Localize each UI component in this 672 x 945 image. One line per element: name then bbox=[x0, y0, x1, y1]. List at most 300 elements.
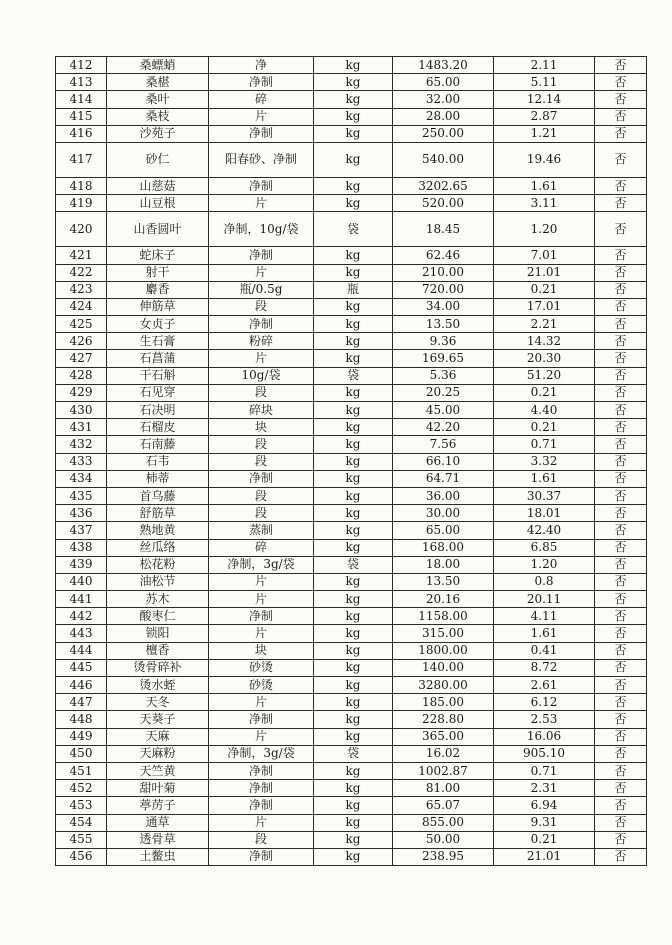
row-number-cell: 414 bbox=[56, 91, 107, 108]
herb-name-cell: 干石斛 bbox=[107, 367, 209, 384]
quantity-cell: 1158.00 bbox=[393, 608, 494, 625]
herb-name-cell: 石决明 bbox=[107, 402, 209, 419]
specification-cell: 净制，3g/袋 bbox=[209, 556, 314, 573]
specification-cell: 净制 bbox=[209, 316, 314, 333]
price-cell: 5.11 bbox=[494, 74, 595, 91]
price-cell: 21.01 bbox=[494, 264, 595, 281]
price-cell: 9.31 bbox=[494, 814, 595, 831]
herb-name-cell: 甜叶菊 bbox=[107, 780, 209, 797]
row-number-cell: 417 bbox=[56, 142, 107, 177]
price-cell: 2.61 bbox=[494, 677, 595, 694]
row-number-cell: 442 bbox=[56, 608, 107, 625]
herb-name-cell: 天麻粉 bbox=[107, 745, 209, 762]
quantity-cell: 81.00 bbox=[393, 780, 494, 797]
herb-name-cell: 蛇床子 bbox=[107, 247, 209, 264]
specification-cell: 瓶/0.5g bbox=[209, 281, 314, 298]
herb-name-cell: 土鳖虫 bbox=[107, 848, 209, 865]
row-number-cell: 456 bbox=[56, 848, 107, 865]
flag-cell: 否 bbox=[595, 247, 647, 264]
price-cell: 14.32 bbox=[494, 333, 595, 350]
quantity-cell: 210.00 bbox=[393, 264, 494, 281]
row-number-cell: 430 bbox=[56, 402, 107, 419]
price-cell: 17.01 bbox=[494, 298, 595, 315]
herb-name-cell: 首乌藤 bbox=[107, 487, 209, 504]
row-number-cell: 453 bbox=[56, 797, 107, 814]
herb-name-cell: 石南藤 bbox=[107, 436, 209, 453]
price-cell: 0.21 bbox=[494, 281, 595, 298]
unit-cell: kg bbox=[314, 831, 393, 848]
row-number-cell: 454 bbox=[56, 814, 107, 831]
table-row bbox=[56, 848, 647, 865]
herb-name-cell: 柿蒂 bbox=[107, 470, 209, 487]
table-row bbox=[56, 573, 647, 590]
table-row bbox=[56, 177, 647, 194]
flag-cell: 否 bbox=[595, 831, 647, 848]
unit-cell: 袋 bbox=[314, 556, 393, 573]
specification-cell: 片 bbox=[209, 573, 314, 590]
flag-cell: 否 bbox=[595, 142, 647, 177]
row-number-cell: 427 bbox=[56, 350, 107, 367]
unit-cell: kg bbox=[314, 316, 393, 333]
herb-name-cell: 烫骨碎补 bbox=[107, 659, 209, 676]
specification-cell: 净制 bbox=[209, 247, 314, 264]
row-number-cell: 447 bbox=[56, 694, 107, 711]
table-row bbox=[56, 125, 647, 142]
flag-cell: 否 bbox=[595, 333, 647, 350]
herb-name-cell: 山慈菇 bbox=[107, 177, 209, 194]
quantity-cell: 9.36 bbox=[393, 333, 494, 350]
price-cell: 1.61 bbox=[494, 625, 595, 642]
unit-cell: kg bbox=[314, 694, 393, 711]
flag-cell: 否 bbox=[595, 608, 647, 625]
price-cell: 1.21 bbox=[494, 125, 595, 142]
row-number-cell: 424 bbox=[56, 298, 107, 315]
flag-cell: 否 bbox=[595, 436, 647, 453]
quantity-cell: 169.65 bbox=[393, 350, 494, 367]
unit-cell: kg bbox=[314, 125, 393, 142]
specification-cell: 净制 bbox=[209, 125, 314, 142]
specification-cell: 净制 bbox=[209, 608, 314, 625]
unit-cell: kg bbox=[314, 780, 393, 797]
quantity-cell: 36.00 bbox=[393, 487, 494, 504]
table-row bbox=[56, 91, 647, 108]
row-number-cell: 445 bbox=[56, 659, 107, 676]
herb-name-cell: 舒筋草 bbox=[107, 505, 209, 522]
table-row bbox=[56, 57, 647, 74]
table-row bbox=[56, 212, 647, 247]
herb-name-cell: 熟地黄 bbox=[107, 522, 209, 539]
flag-cell: 否 bbox=[595, 212, 647, 247]
quantity-cell: 20.16 bbox=[393, 591, 494, 608]
herb-name-cell: 桑叶 bbox=[107, 91, 209, 108]
specification-cell: 净制 bbox=[209, 762, 314, 779]
price-cell: 4.40 bbox=[494, 402, 595, 419]
table-row bbox=[56, 762, 647, 779]
unit-cell: kg bbox=[314, 762, 393, 779]
price-cell: 6.85 bbox=[494, 539, 595, 556]
unit-cell: kg bbox=[314, 419, 393, 436]
herb-name-cell: 锁阳 bbox=[107, 625, 209, 642]
price-cell: 4.11 bbox=[494, 608, 595, 625]
flag-cell: 否 bbox=[595, 281, 647, 298]
price-cell: 3.11 bbox=[494, 195, 595, 212]
row-number-cell: 428 bbox=[56, 367, 107, 384]
unit-cell: 瓶 bbox=[314, 281, 393, 298]
price-cell: 2.11 bbox=[494, 57, 595, 74]
herb-name-cell: 石韦 bbox=[107, 453, 209, 470]
quantity-cell: 720.00 bbox=[393, 281, 494, 298]
quantity-cell: 18.45 bbox=[393, 212, 494, 247]
specification-cell: 片 bbox=[209, 350, 314, 367]
flag-cell: 否 bbox=[595, 539, 647, 556]
quantity-cell: 855.00 bbox=[393, 814, 494, 831]
row-number-cell: 444 bbox=[56, 642, 107, 659]
unit-cell: 袋 bbox=[314, 212, 393, 247]
price-cell: 30.37 bbox=[494, 487, 595, 504]
table-row bbox=[56, 728, 647, 745]
unit-cell: kg bbox=[314, 848, 393, 865]
unit-cell: kg bbox=[314, 142, 393, 177]
flag-cell: 否 bbox=[595, 505, 647, 522]
unit-cell: kg bbox=[314, 814, 393, 831]
specification-cell: 碎块 bbox=[209, 402, 314, 419]
quantity-cell: 65.00 bbox=[393, 74, 494, 91]
quantity-cell: 64.71 bbox=[393, 470, 494, 487]
table-row bbox=[56, 659, 647, 676]
herb-name-cell: 石榴皮 bbox=[107, 419, 209, 436]
table-row bbox=[56, 436, 647, 453]
table-row bbox=[56, 694, 647, 711]
row-number-cell: 421 bbox=[56, 247, 107, 264]
unit-cell: kg bbox=[314, 487, 393, 504]
flag-cell: 否 bbox=[595, 762, 647, 779]
flag-cell: 否 bbox=[595, 177, 647, 194]
flag-cell: 否 bbox=[595, 470, 647, 487]
unit-cell: kg bbox=[314, 573, 393, 590]
quantity-cell: 1800.00 bbox=[393, 642, 494, 659]
table-row bbox=[56, 814, 647, 831]
unit-cell: kg bbox=[314, 797, 393, 814]
row-number-cell: 415 bbox=[56, 108, 107, 125]
quantity-cell: 50.00 bbox=[393, 831, 494, 848]
unit-cell: kg bbox=[314, 505, 393, 522]
specification-cell: 净制 bbox=[209, 470, 314, 487]
table-row bbox=[56, 556, 647, 573]
herb-name-cell: 女贞子 bbox=[107, 316, 209, 333]
flag-cell: 否 bbox=[595, 453, 647, 470]
flag-cell: 否 bbox=[595, 125, 647, 142]
quantity-cell: 540.00 bbox=[393, 142, 494, 177]
price-cell: 0.71 bbox=[494, 762, 595, 779]
specification-cell: 片 bbox=[209, 728, 314, 745]
row-number-cell: 420 bbox=[56, 212, 107, 247]
herb-name-cell: 沙苑子 bbox=[107, 125, 209, 142]
price-cell: 0.21 bbox=[494, 419, 595, 436]
row-number-cell: 431 bbox=[56, 419, 107, 436]
specification-cell: 净制，3g/袋 bbox=[209, 745, 314, 762]
row-number-cell: 419 bbox=[56, 195, 107, 212]
unit-cell: kg bbox=[314, 642, 393, 659]
herb-name-cell: 生石膏 bbox=[107, 333, 209, 350]
flag-cell: 否 bbox=[595, 591, 647, 608]
price-cell: 21.01 bbox=[494, 848, 595, 865]
table-row bbox=[56, 402, 647, 419]
quantity-cell: 228.80 bbox=[393, 711, 494, 728]
table-row bbox=[56, 264, 647, 281]
price-cell: 1.61 bbox=[494, 470, 595, 487]
herb-name-cell: 天冬 bbox=[107, 694, 209, 711]
table-row bbox=[56, 316, 647, 333]
specification-cell: 段 bbox=[209, 298, 314, 315]
row-number-cell: 437 bbox=[56, 522, 107, 539]
price-cell: 0.41 bbox=[494, 642, 595, 659]
unit-cell: kg bbox=[314, 591, 393, 608]
table-row bbox=[56, 419, 647, 436]
specification-cell: 块 bbox=[209, 642, 314, 659]
quantity-cell: 1002.87 bbox=[393, 762, 494, 779]
specification-cell: 段 bbox=[209, 505, 314, 522]
specification-cell: 片 bbox=[209, 195, 314, 212]
quantity-cell: 34.00 bbox=[393, 298, 494, 315]
flag-cell: 否 bbox=[595, 298, 647, 315]
specification-cell: 净 bbox=[209, 57, 314, 74]
flag-cell: 否 bbox=[595, 642, 647, 659]
table-row bbox=[56, 74, 647, 91]
price-cell: 16.06 bbox=[494, 728, 595, 745]
table-row bbox=[56, 247, 647, 264]
quantity-cell: 5.36 bbox=[393, 367, 494, 384]
unit-cell: kg bbox=[314, 470, 393, 487]
price-cell: 0.21 bbox=[494, 384, 595, 401]
specification-cell: 段 bbox=[209, 453, 314, 470]
unit-cell: kg bbox=[314, 539, 393, 556]
specification-cell: 粉碎 bbox=[209, 333, 314, 350]
flag-cell: 否 bbox=[595, 848, 647, 865]
quantity-cell: 7.56 bbox=[393, 436, 494, 453]
row-number-cell: 418 bbox=[56, 177, 107, 194]
specification-cell: 碎 bbox=[209, 91, 314, 108]
herb-name-cell: 石见穿 bbox=[107, 384, 209, 401]
quantity-cell: 28.00 bbox=[393, 108, 494, 125]
row-number-cell: 423 bbox=[56, 281, 107, 298]
row-number-cell: 435 bbox=[56, 487, 107, 504]
row-number-cell: 448 bbox=[56, 711, 107, 728]
table-row bbox=[56, 745, 647, 762]
row-number-cell: 426 bbox=[56, 333, 107, 350]
flag-cell: 否 bbox=[595, 91, 647, 108]
price-cell: 3.32 bbox=[494, 453, 595, 470]
herb-name-cell: 射干 bbox=[107, 264, 209, 281]
specification-cell: 块 bbox=[209, 419, 314, 436]
quantity-cell: 20.25 bbox=[393, 384, 494, 401]
table-row bbox=[56, 608, 647, 625]
table-row bbox=[56, 453, 647, 470]
row-number-cell: 443 bbox=[56, 625, 107, 642]
table-row bbox=[56, 367, 647, 384]
table-row bbox=[56, 195, 647, 212]
specification-cell: 净制 bbox=[209, 711, 314, 728]
price-cell: 51.20 bbox=[494, 367, 595, 384]
unit-cell: kg bbox=[314, 608, 393, 625]
table-row bbox=[56, 281, 647, 298]
flag-cell: 否 bbox=[595, 264, 647, 281]
table-row bbox=[56, 142, 647, 177]
flag-cell: 否 bbox=[595, 780, 647, 797]
quantity-cell: 30.00 bbox=[393, 505, 494, 522]
row-number-cell: 422 bbox=[56, 264, 107, 281]
price-cell: 12.14 bbox=[494, 91, 595, 108]
unit-cell: kg bbox=[314, 74, 393, 91]
price-cell: 0.71 bbox=[494, 436, 595, 453]
specification-cell: 碎 bbox=[209, 539, 314, 556]
table-row bbox=[56, 797, 647, 814]
flag-cell: 否 bbox=[595, 384, 647, 401]
flag-cell: 否 bbox=[595, 419, 647, 436]
quantity-cell: 520.00 bbox=[393, 195, 494, 212]
row-number-cell: 440 bbox=[56, 573, 107, 590]
flag-cell: 否 bbox=[595, 573, 647, 590]
herb-name-cell: 麝香 bbox=[107, 281, 209, 298]
quantity-cell: 315.00 bbox=[393, 625, 494, 642]
flag-cell: 否 bbox=[595, 694, 647, 711]
flag-cell: 否 bbox=[595, 195, 647, 212]
herb-price-table bbox=[55, 56, 647, 866]
specification-cell: 净制，10g/袋 bbox=[209, 212, 314, 247]
flag-cell: 否 bbox=[595, 711, 647, 728]
herb-name-cell: 透骨草 bbox=[107, 831, 209, 848]
price-cell: 7.01 bbox=[494, 247, 595, 264]
row-number-cell: 441 bbox=[56, 591, 107, 608]
row-number-cell: 425 bbox=[56, 316, 107, 333]
unit-cell: kg bbox=[314, 659, 393, 676]
unit-cell: kg bbox=[314, 350, 393, 367]
specification-cell: 段 bbox=[209, 831, 314, 848]
unit-cell: kg bbox=[314, 711, 393, 728]
unit-cell: kg bbox=[314, 57, 393, 74]
herb-name-cell: 山豆根 bbox=[107, 195, 209, 212]
row-number-cell: 439 bbox=[56, 556, 107, 573]
price-cell: 20.30 bbox=[494, 350, 595, 367]
row-number-cell: 429 bbox=[56, 384, 107, 401]
herb-name-cell: 砂仁 bbox=[107, 142, 209, 177]
table-row bbox=[56, 642, 647, 659]
price-cell: 2.31 bbox=[494, 780, 595, 797]
specification-cell: 片 bbox=[209, 694, 314, 711]
unit-cell: kg bbox=[314, 264, 393, 281]
specification-cell: 段 bbox=[209, 487, 314, 504]
table-row bbox=[56, 711, 647, 728]
price-cell: 42.40 bbox=[494, 522, 595, 539]
unit-cell: kg bbox=[314, 298, 393, 315]
quantity-cell: 62.46 bbox=[393, 247, 494, 264]
herb-name-cell: 天竺黄 bbox=[107, 762, 209, 779]
row-number-cell: 455 bbox=[56, 831, 107, 848]
price-cell: 6.12 bbox=[494, 694, 595, 711]
table-row bbox=[56, 470, 647, 487]
herb-name-cell: 桑螵蛸 bbox=[107, 57, 209, 74]
quantity-cell: 185.00 bbox=[393, 694, 494, 711]
herb-name-cell: 油松节 bbox=[107, 573, 209, 590]
row-number-cell: 446 bbox=[56, 677, 107, 694]
specification-cell: 蒸制 bbox=[209, 522, 314, 539]
table-row bbox=[56, 591, 647, 608]
specification-cell: 片 bbox=[209, 264, 314, 281]
table-body bbox=[56, 57, 647, 866]
row-number-cell: 433 bbox=[56, 453, 107, 470]
price-cell: 18.01 bbox=[494, 505, 595, 522]
specification-cell: 片 bbox=[209, 108, 314, 125]
price-cell: 0.8 bbox=[494, 573, 595, 590]
flag-cell: 否 bbox=[595, 487, 647, 504]
quantity-cell: 250.00 bbox=[393, 125, 494, 142]
row-number-cell: 436 bbox=[56, 505, 107, 522]
price-cell: 6.94 bbox=[494, 797, 595, 814]
flag-cell: 否 bbox=[595, 402, 647, 419]
specification-cell: 段 bbox=[209, 436, 314, 453]
table-row bbox=[56, 333, 647, 350]
unit-cell: kg bbox=[314, 436, 393, 453]
specification-cell: 净制 bbox=[209, 848, 314, 865]
unit-cell: kg bbox=[314, 91, 393, 108]
quantity-cell: 32.00 bbox=[393, 91, 494, 108]
flag-cell: 否 bbox=[595, 522, 647, 539]
unit-cell: kg bbox=[314, 402, 393, 419]
quantity-cell: 16.02 bbox=[393, 745, 494, 762]
flag-cell: 否 bbox=[595, 677, 647, 694]
price-cell: 0.21 bbox=[494, 831, 595, 848]
table-row bbox=[56, 487, 647, 504]
herb-name-cell: 丝瓜络 bbox=[107, 539, 209, 556]
herb-name-cell: 桑椹 bbox=[107, 74, 209, 91]
unit-cell: kg bbox=[314, 677, 393, 694]
specification-cell: 片 bbox=[209, 625, 314, 642]
herb-name-cell: 通草 bbox=[107, 814, 209, 831]
row-number-cell: 451 bbox=[56, 762, 107, 779]
herb-name-cell: 桑枝 bbox=[107, 108, 209, 125]
flag-cell: 否 bbox=[595, 108, 647, 125]
specification-cell: 净制 bbox=[209, 177, 314, 194]
herb-name-cell: 檀香 bbox=[107, 642, 209, 659]
table-row bbox=[56, 522, 647, 539]
price-cell: 1.20 bbox=[494, 212, 595, 247]
specification-cell: 砂烫 bbox=[209, 677, 314, 694]
table-row bbox=[56, 625, 647, 642]
quantity-cell: 140.00 bbox=[393, 659, 494, 676]
unit-cell: kg bbox=[314, 195, 393, 212]
row-number-cell: 450 bbox=[56, 745, 107, 762]
flag-cell: 否 bbox=[595, 316, 647, 333]
price-cell: 20.11 bbox=[494, 591, 595, 608]
quantity-cell: 1483.20 bbox=[393, 57, 494, 74]
row-number-cell: 432 bbox=[56, 436, 107, 453]
price-cell: 1.20 bbox=[494, 556, 595, 573]
flag-cell: 否 bbox=[595, 745, 647, 762]
price-cell: 2.21 bbox=[494, 316, 595, 333]
flag-cell: 否 bbox=[595, 814, 647, 831]
specification-cell: 片 bbox=[209, 591, 314, 608]
unit-cell: kg bbox=[314, 728, 393, 745]
herb-name-cell: 松花粉 bbox=[107, 556, 209, 573]
flag-cell: 否 bbox=[595, 625, 647, 642]
specification-cell: 阳春砂、净制 bbox=[209, 142, 314, 177]
quantity-cell: 42.20 bbox=[393, 419, 494, 436]
table-row bbox=[56, 350, 647, 367]
flag-cell: 否 bbox=[595, 350, 647, 367]
herb-name-cell: 伸筋草 bbox=[107, 298, 209, 315]
unit-cell: 袋 bbox=[314, 745, 393, 762]
flag-cell: 否 bbox=[595, 728, 647, 745]
herb-name-cell: 天葵子 bbox=[107, 711, 209, 728]
